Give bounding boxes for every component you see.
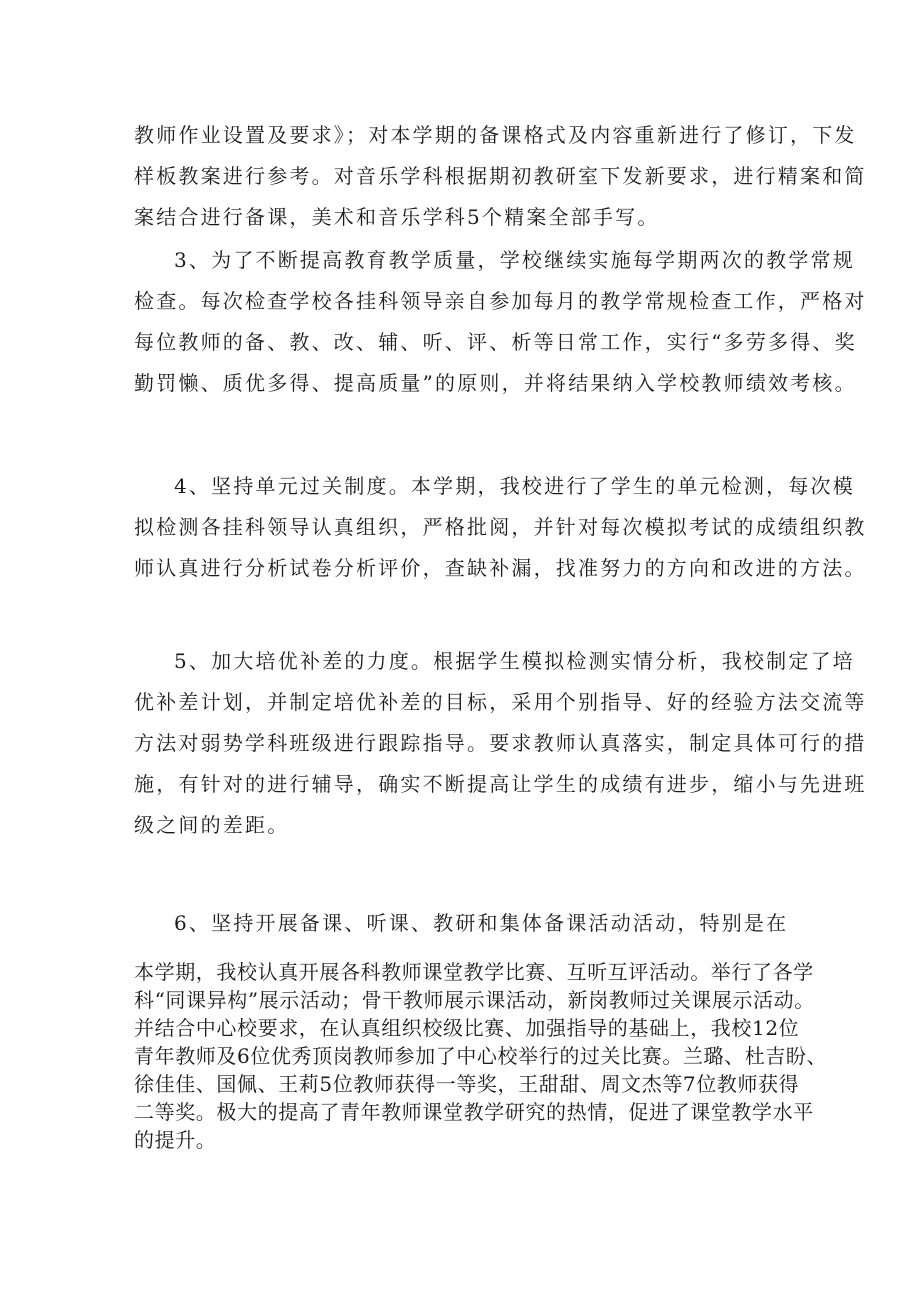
text-line: 优补差计划，并制定培优补差的目标，采用个别指导、好的经验方法交流等 (134, 690, 867, 714)
text-line: 样板教案进行参考。对音乐学科根据期初教研室下发新要求，进行精案和简 (134, 164, 867, 188)
text-line: 科“同课异构”展示活动；骨干教师展示课活动，新岗教师过关课展示活动。 (134, 988, 815, 1012)
paragraph-item-3 (134, 240, 867, 404)
text-line: 师认真进行分析试卷分析评价，查缺补漏，找准努力的方向和改进的方法。 (134, 556, 867, 580)
paragraph-item-5 (134, 641, 867, 846)
paragraph-item-6 (134, 903, 794, 944)
paragraph-item-4 (134, 466, 867, 589)
text-line: 3、为了不断提高教育教学质量，学校继续实施每学期两次的教学常规 (174, 248, 855, 272)
text-line: 案结合进行备课，美术和音乐学科5个精案全部手写。 (134, 205, 660, 229)
text-line: 的提升。 (134, 1128, 217, 1152)
text-line: 5、加大培优补差的力度。根据学生模拟检测实情分析，我校制定了培 (174, 649, 855, 673)
paragraph-lesson-prep (134, 115, 867, 238)
text-line: 拟检测各挂科领导认真组织，严格批阅，并针对每次模拟考试的成绩组织教 (134, 515, 867, 539)
text-line: 6、坚持开展备课、听课、教研和集体备课活动活动，特别是在 (174, 911, 789, 935)
text-line: 施，有针对的进行辅导，确实不断提高让学生的成绩有进步，缩小与先进班 (134, 772, 867, 796)
text-line: 每位教师的备、教、改、辅、听、评、析等日常工作，实行“多劳多得、奖 (134, 330, 857, 354)
text-line: 级之间的差距。 (134, 813, 290, 837)
text-line: 方法对弱势学科班级进行跟踪指导。要求教师认真落实，制定具体可行的措 (134, 731, 867, 755)
paragraph-item-6-continued (134, 958, 828, 1154)
text-line: 徐佳佳、国佩、王莉5位教师获得一等奖，王甜甜、周文杰等7位教师获得 (134, 1072, 800, 1096)
text-line: 本学期，我校认真开展各科教师课堂教学比赛、互听互评活动。举行了各学 (134, 960, 814, 984)
text-line: 4、坚持单元过关制度。本学期，我校进行了学生的单元检测，每次模 (174, 474, 855, 498)
text-line: 检查。每次检查学校各挂科领导亲自参加每月的教学常规检查工作，严格对 (134, 289, 867, 313)
text-line: 勤罚懒、质优多得、提高质量”的原则，并将结果纳入学校教师绩效考核。 (134, 371, 857, 395)
text-line: 青年教师及6位优秀顶岗教师参加了中心校举行的过关比赛。兰璐、杜吉盼、 (134, 1044, 828, 1068)
text-line: 二等奖。极大的提高了青年教师课堂教学研究的热情，促进了课堂教学水平 (134, 1100, 814, 1124)
text-line: 教师作业设置及要求》；对本学期的备课格式及内容重新进行了修订，下发 (134, 123, 857, 147)
text-line: 并结合中心校要求，在认真组织校级比赛、加强指导的基础上，我校12位 (134, 1016, 800, 1040)
